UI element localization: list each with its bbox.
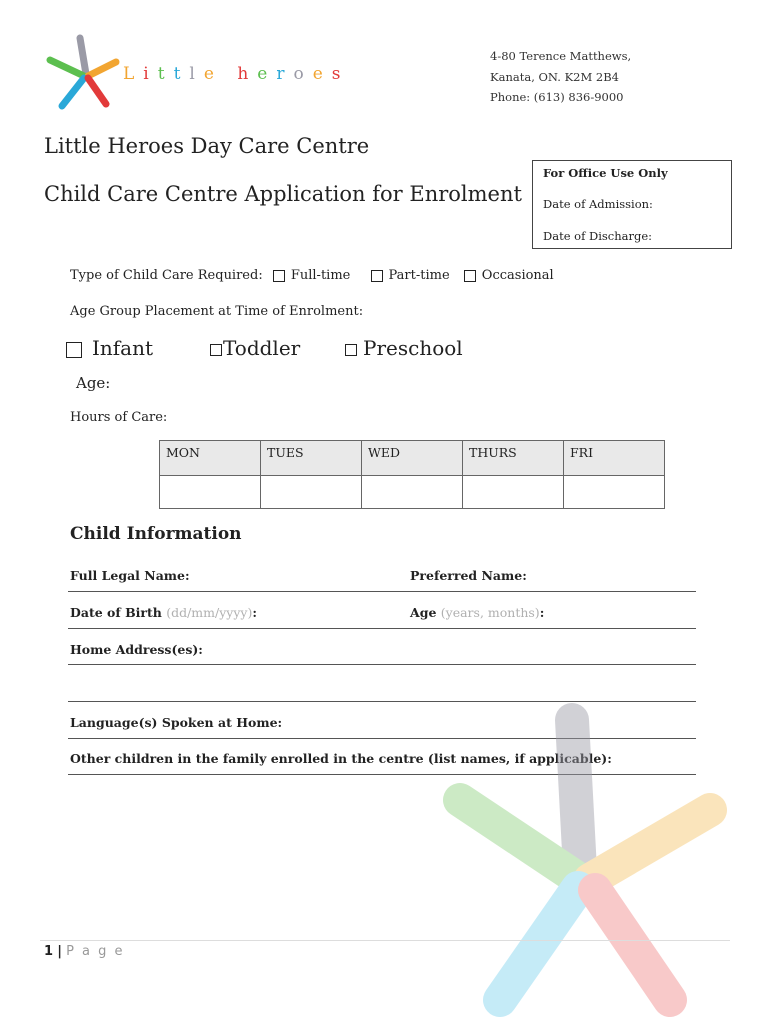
name-line[interactable]: [68, 591, 696, 592]
address-line-1[interactable]: [68, 664, 696, 665]
hours-fri-cell[interactable]: [564, 476, 665, 509]
toddler-label: Toddler: [223, 336, 301, 360]
toddler-checkbox[interactable]: [210, 344, 222, 356]
part-time-checkbox[interactable]: [371, 270, 383, 282]
page-number: 1: [44, 944, 54, 959]
full-legal-name-label: Full Legal Name:: [70, 568, 190, 583]
form-title: Child Care Centre Application for Enrolment: [44, 182, 522, 206]
office-use-heading: For Office Use Only: [543, 166, 668, 180]
phone-number: Phone: (613) 836-9000: [490, 90, 624, 104]
logo-text: Little heroes: [123, 64, 350, 84]
hours-thurs-cell[interactable]: [463, 476, 564, 509]
office-use-box: [532, 160, 732, 249]
age-field-label: Age: [410, 605, 437, 620]
age-group-label: Age Group Placement at Time of Enrolment:: [70, 304, 364, 319]
age-field-colon: :: [539, 605, 545, 620]
siblings-label: Other children in the family enrolled in the centre (list names, if applicable):: [70, 751, 612, 766]
age-label: Age:: [76, 374, 111, 392]
date-of-birth-field: [70, 605, 257, 620]
address-line2: Kanata, ON. K2M 2B4: [490, 70, 619, 84]
centre-title: Little Heroes Day Care Centre: [44, 134, 370, 158]
full-time-label: Full-time: [290, 268, 351, 283]
date-of-birth-label: Date of Birth: [70, 605, 162, 620]
child-information-heading: Child Information: [70, 524, 242, 544]
day-wed-header: WED: [362, 441, 463, 476]
care-type-row: [70, 268, 554, 283]
home-address-label: Home Address(es):: [70, 642, 203, 657]
page-word: P a g e: [66, 944, 125, 959]
infant-label: Infant: [92, 336, 154, 360]
day-tues-header: TUES: [261, 441, 362, 476]
hours-wed-cell[interactable]: [362, 476, 463, 509]
page-footer: [44, 944, 125, 959]
page-separator: |: [57, 944, 62, 959]
footer-divider: [40, 940, 730, 941]
star-watermark: [430, 700, 770, 1024]
date-of-discharge-label: Date of Discharge:: [543, 229, 653, 243]
hours-tues-cell[interactable]: [261, 476, 362, 509]
dob-line[interactable]: [68, 628, 696, 629]
occasional-label: Occasional: [481, 268, 554, 283]
language-label: Language(s) Spoken at Home:: [70, 715, 283, 730]
preschool-checkbox[interactable]: [345, 344, 357, 356]
hours-of-care-table: [159, 440, 665, 509]
preschool-label: Preschool: [363, 336, 463, 360]
day-thurs-header: THURS: [463, 441, 564, 476]
care-type-label: Type of Child Care Required:: [70, 268, 263, 283]
address-line1: 4-80 Terence Matthews,: [490, 49, 632, 63]
occasional-checkbox[interactable]: [464, 270, 476, 282]
date-of-admission-label: Date of Admission:: [543, 197, 653, 211]
day-fri-header: FRI: [564, 441, 665, 476]
hours-mon-cell[interactable]: [160, 476, 261, 509]
hours-of-care-label: Hours of Care:: [70, 410, 168, 425]
infant-option: [66, 336, 153, 360]
age-field: [410, 605, 544, 620]
infant-checkbox[interactable]: [66, 342, 82, 358]
full-time-checkbox[interactable]: [273, 270, 285, 282]
part-time-label: Part-time: [388, 268, 450, 283]
preferred-name-label: Preferred Name:: [410, 568, 527, 583]
toddler-option: [210, 336, 300, 360]
preschool-option: [345, 336, 463, 360]
day-mon-header: MON: [160, 441, 261, 476]
age-field-hint: (years, months): [440, 605, 540, 620]
date-of-birth-colon: :: [252, 605, 257, 620]
date-of-birth-hint: (dd/mm/yyyy): [166, 605, 253, 620]
